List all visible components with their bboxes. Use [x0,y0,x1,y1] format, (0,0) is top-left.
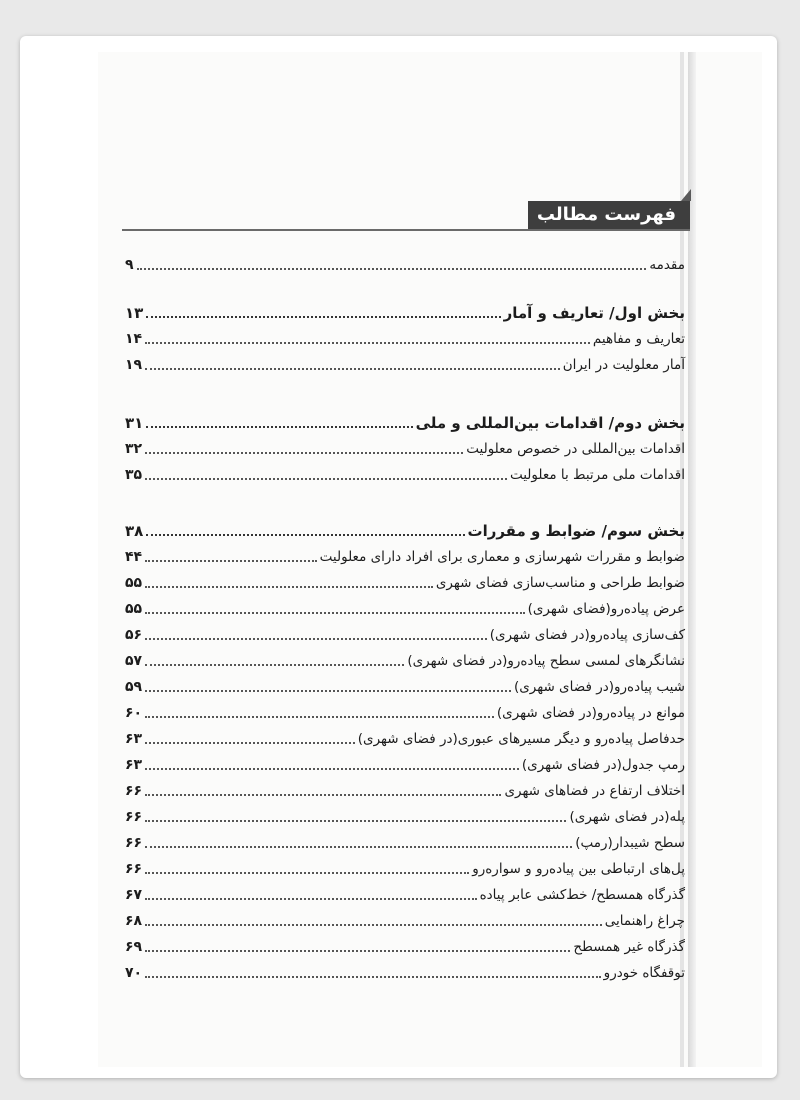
toc-entry [125,724,685,748]
toc-entry-label: گذرگاه غیر همسطح [573,939,685,955]
dot-leader [145,872,469,874]
toc-page-number: ۴۴ [125,549,143,565]
dot-leader [145,664,404,666]
toc-entry-label: تعاریف و مفاهیم [592,331,685,347]
toc-entry-label: آمار معلولیت در ایران [562,357,685,373]
toc-page-number: ۳۱ [125,414,144,432]
toc-entry [125,434,685,458]
toc-entry-label: مقدمه [649,257,685,273]
toc-entry-label: توقفگاه خودرو [603,965,685,981]
dot-leader [145,794,501,796]
dot-leader [146,534,464,536]
toc-page-number: ۵۷ [125,653,143,669]
toc-page-number: ۳۲ [125,441,143,457]
toc-entry-label: عرض پیاده‌رو(فضای شهری) [527,601,685,617]
toc-entry [125,880,685,904]
toc-page-number: ۳۸ [125,522,144,540]
dot-leader [145,368,560,370]
toc-page-number: ۷۰ [125,965,143,981]
dot-leader [145,950,570,952]
dot-leader [145,560,317,562]
toc-page-number: ۵۹ [125,679,143,695]
toc-page-number: ۱۴ [125,331,143,347]
toc-entry-label: پله(در فضای شهری) [569,809,685,825]
dot-leader [145,452,463,454]
toc-entry-label: نشانگرهای لمسی سطح پیاده‌رو(در فضای شهری) [407,653,685,669]
toc-entry [125,646,685,670]
dot-leader [145,586,433,588]
toc-page-number: ۶۸ [125,913,143,929]
toc-page-number: ۶۶ [125,835,143,851]
toc-page-number: ۶۳ [125,731,143,747]
toc-entry-label: ضوابط و مقررات شهرسازی و معماری برای افراد دارای معلولیت [319,549,685,565]
toc-page-number: ۱۳ [125,304,144,322]
toc-entry-label: ضوابط طراحی و مناسب‌سازی فضای شهری [435,575,685,591]
toc-entry [125,776,685,800]
toc-page-number: ۶۰ [125,705,143,721]
toc-page-number: ۵۵ [125,601,143,617]
dot-leader [145,612,525,614]
toc-entry-label: اقدامات ملی مرتبط با معلولیت [509,467,685,483]
toc-entry [125,250,685,274]
dot-leader [146,426,412,428]
toc-entry [125,802,685,826]
dot-leader [145,768,519,770]
dot-leader [145,690,511,692]
toc-entry [125,906,685,930]
toc-page-number: ۶۹ [125,939,143,955]
toc-entry-label: سطح شیبدار(رمپ) [575,835,685,851]
toc-entry-label: پل‌های ارتباطی بین پیاده‌رو و سواره‌رو [472,861,685,877]
dot-leader [145,478,507,480]
dot-leader [145,924,602,926]
toc-page-number: ۱۹ [125,357,143,373]
dot-leader [145,742,355,744]
toc-entry-label: چراغ راهنمایی [604,913,685,929]
toc-entry [125,620,685,644]
toc-entry-label: حدفاصل پیاده‌رو و دیگر مسیرهای عبوری(در فضای شهری) [357,731,685,747]
toc-entry [125,350,685,374]
toc-entry [125,854,685,878]
toc-page-number: ۵۶ [125,627,143,643]
dot-leader [145,846,572,848]
page-card [20,36,777,1078]
toc-part-heading [125,516,685,540]
toc-entry [125,698,685,722]
toc-entry [125,324,685,348]
toc-entry [125,932,685,956]
dot-leader [137,268,647,270]
toc-entry-label: بخش اول/ تعاریف و آمار [503,304,685,322]
dot-leader [145,342,590,344]
toc-entry [125,828,685,852]
toc-title: فهرست مطالب [528,201,690,229]
toc-entry-label: اقدامات بین‌المللی در خصوص معلولیت [466,441,685,457]
toc-entry [125,460,685,484]
dot-leader [145,820,566,822]
dot-leader [145,976,601,978]
toc-entry-label: کف‌سازی پیاده‌رو(در فضای شهری) [489,627,685,643]
toc-entry [125,594,685,618]
toc-page-number: ۵۵ [125,575,143,591]
toc-part-heading [125,408,685,432]
toc-entry [125,568,685,592]
toc-page-number: ۳۵ [125,467,143,483]
dot-leader [145,638,487,640]
toc-page-number: ۶۳ [125,757,143,773]
toc-entry [125,542,685,566]
toc-page-number: ۶۶ [125,809,143,825]
toc-page-number: ۹ [125,257,134,273]
dot-leader [145,716,494,718]
toc-page-number: ۶۷ [125,887,143,903]
toc-part-heading [125,298,685,322]
toc-entry [125,958,685,982]
toc-entry [125,672,685,696]
toc-entry-label: گذرگاه همسطح/ خط‌کشی عابر پیاده [479,887,685,903]
toc-entry-label: بخش دوم/ اقدامات بین‌المللی و ملی [415,414,685,432]
toc-page-number: ۶۶ [125,861,143,877]
dot-leader [145,898,477,900]
toc-page-number: ۶۶ [125,783,143,799]
dot-leader [146,316,500,318]
toc-entry [125,750,685,774]
table-of-contents [20,36,777,1078]
toc-entry-label: رمپ جدول(در فضای شهری) [521,757,685,773]
toc-entry-label: موانع در پیاده‌رو(در فضای شهری) [496,705,685,721]
toc-entry-label: اختلاف ارتفاع در فضاهای شهری [504,783,685,799]
toc-entry-label: بخش سوم/ ضوابط و مقررات [467,522,685,540]
toc-entry-label: شیب پیاده‌رو(در فضای شهری) [513,679,685,695]
